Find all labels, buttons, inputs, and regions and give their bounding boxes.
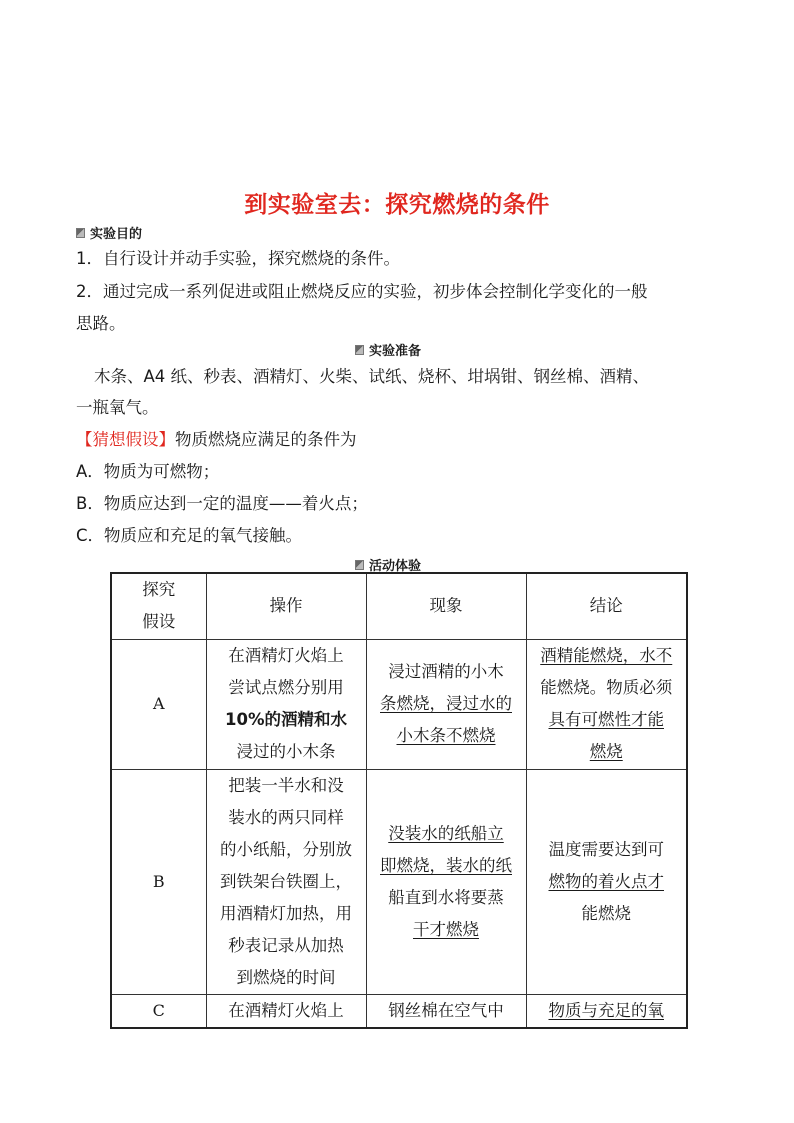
cell-phenomenon bbox=[366, 769, 526, 994]
cell-line: 浸过的小木条 bbox=[236, 742, 336, 761]
hypothesis-text: 物质燃烧应满足的条件为 bbox=[175, 430, 357, 449]
cell-line: 酒精能燃烧，水不 bbox=[540, 646, 673, 665]
cell-line: 10%的酒精和水 bbox=[225, 710, 347, 729]
cell-line: 船直到水将要蒸 bbox=[388, 887, 504, 907]
row-label: B bbox=[111, 769, 206, 994]
cell-line: 没装水的纸船立 bbox=[388, 823, 504, 843]
cell-line: 用酒精灯加热，用 bbox=[220, 903, 352, 923]
cell-conclusion bbox=[526, 769, 687, 994]
cell-line: 小木条不燃烧 bbox=[396, 726, 496, 745]
cell-line: 浸过酒精的小木 bbox=[388, 662, 504, 681]
hypothesis-item-a: A．物质为可燃物； bbox=[76, 462, 220, 481]
table-row bbox=[111, 639, 687, 769]
cell-line: 到燃烧的时间 bbox=[236, 967, 336, 987]
cell-line: 燃物的着火点才 bbox=[548, 871, 664, 891]
cell-line: 到铁架台铁圈上， bbox=[220, 871, 352, 891]
page-title: 到实验室去：探究燃烧的条件 bbox=[244, 192, 550, 218]
section-heading-label: 活动体验 bbox=[369, 559, 422, 574]
hypothesis-item-c: C．物质应和充足的氧气接触。 bbox=[76, 526, 303, 545]
table-row bbox=[111, 769, 687, 994]
cell-line: 钢丝棉在空气中 bbox=[388, 1000, 504, 1020]
cell-line: 能燃烧。物质必须 bbox=[540, 678, 673, 697]
hypothesis-label: 【猜想假设】 bbox=[76, 430, 175, 449]
cell-line: 秒表记录从加热 bbox=[228, 935, 344, 955]
prep-materials-line-1: 木条、A4 纸、秒表、酒精灯、火柴、试纸、烧杯、坩埚钳、钢丝棉、酒精、 bbox=[94, 367, 650, 386]
hypothesis-item-b: B．物质应达到一定的温度——着火点； bbox=[76, 494, 368, 513]
section-heading-label: 实验目的 bbox=[90, 227, 143, 242]
cell-line: 装水的两只同样 bbox=[228, 807, 344, 827]
cell-operation bbox=[206, 769, 366, 994]
cell-line: 即燃烧，装水的纸 bbox=[380, 855, 512, 875]
header-conclusion: 结论 bbox=[526, 573, 687, 639]
cell-conclusion bbox=[526, 994, 687, 1028]
cell-line: 尝试点燃分别用 bbox=[228, 678, 344, 697]
cell-line: 条燃烧，浸过水的 bbox=[380, 694, 512, 713]
purpose-item-2-cont: 思路。 bbox=[76, 314, 126, 333]
cell-line: 在酒精灯火焰上 bbox=[228, 1000, 344, 1020]
cell-line: 燃烧 bbox=[589, 742, 623, 761]
row-label: A bbox=[111, 639, 206, 769]
section-marker-icon bbox=[76, 228, 85, 238]
prep-materials-line-2: 一瓶氧气。 bbox=[76, 398, 159, 417]
hypothesis-intro bbox=[76, 428, 357, 452]
section-heading-prep bbox=[355, 340, 421, 359]
cell-line: 温度需要达到可 bbox=[548, 839, 664, 859]
row-label: C bbox=[111, 994, 206, 1028]
header-hypothesis-line: 探究 bbox=[142, 580, 176, 600]
cell-operation bbox=[206, 994, 366, 1028]
table-row bbox=[111, 994, 687, 1028]
purpose-item-1: 1．自行设计并动手实验，探究燃烧的条件。 bbox=[76, 249, 400, 268]
table-header-row bbox=[111, 573, 687, 639]
cell-line: 物质与充足的氧 bbox=[548, 1000, 664, 1020]
section-heading-label: 实验准备 bbox=[369, 344, 422, 359]
experiment-table bbox=[110, 572, 688, 1029]
header-hypothesis-line: 假设 bbox=[142, 612, 176, 632]
cell-operation bbox=[206, 639, 366, 769]
cell-phenomenon bbox=[366, 994, 526, 1028]
section-heading-purpose bbox=[76, 223, 142, 242]
cell-line: 的小纸船，分别放 bbox=[220, 839, 352, 859]
cell-phenomenon bbox=[366, 639, 526, 769]
purpose-item-2: 2．通过完成一系列促进或阻止燃烧反应的实验，初步体会控制化学变化的一般 bbox=[76, 282, 648, 301]
header-hypothesis bbox=[111, 573, 206, 639]
header-operation: 操作 bbox=[206, 573, 366, 639]
cell-conclusion bbox=[526, 639, 687, 769]
cell-line: 在酒精灯火焰上 bbox=[228, 646, 344, 665]
cell-line: 能燃烧 bbox=[581, 903, 631, 923]
cell-line: 把装一半水和没 bbox=[228, 775, 344, 795]
section-marker-icon bbox=[355, 345, 364, 355]
section-marker-icon bbox=[355, 560, 364, 570]
cell-line: 干才燃烧 bbox=[413, 919, 479, 939]
header-phenomenon: 现象 bbox=[366, 573, 526, 639]
cell-line: 具有可燃性才能 bbox=[548, 710, 664, 729]
